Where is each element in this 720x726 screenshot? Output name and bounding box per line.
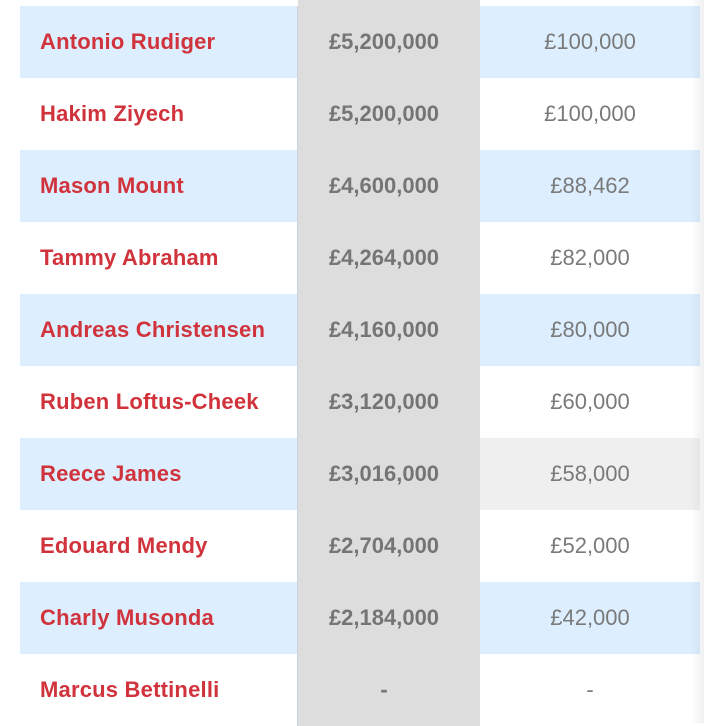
salary-table: [20, 6, 700, 726]
player-name-cell: [20, 150, 298, 222]
player-name-cell: [20, 510, 298, 582]
table-row: [20, 582, 700, 654]
player-link[interactable]: Ruben Loftus-Cheek: [40, 389, 259, 414]
annual-salary-cell: £4,160,000: [298, 294, 480, 366]
annual-salary-cell: £4,600,000: [298, 150, 480, 222]
annual-salary-cell: £3,016,000: [298, 438, 480, 510]
player-name-cell: [20, 222, 298, 294]
table-row: [20, 78, 700, 150]
weekly-wage-cell: £52,000: [480, 510, 700, 582]
table-row: [20, 6, 700, 78]
player-name-cell: [20, 294, 298, 366]
player-link[interactable]: Tammy Abraham: [40, 245, 219, 270]
weekly-wage-cell: -: [480, 654, 700, 726]
annual-salary-cell: £3,120,000: [298, 366, 480, 438]
player-name-cell: [20, 582, 298, 654]
table-row: [20, 222, 700, 294]
annual-salary-cell: -: [298, 654, 480, 726]
weekly-wage-cell: £58,000: [480, 438, 700, 510]
player-name-cell: [20, 654, 298, 726]
player-name-cell: [20, 78, 298, 150]
scroll-edge-shadow: [690, 0, 704, 723]
table-row: [20, 510, 700, 582]
player-link[interactable]: Edouard Mendy: [40, 533, 208, 558]
table-row: [20, 294, 700, 366]
player-link[interactable]: Andreas Christensen: [40, 317, 266, 342]
player-link[interactable]: Reece James: [40, 461, 182, 486]
player-link[interactable]: Charly Musonda: [40, 605, 214, 630]
annual-salary-cell: £5,200,000: [298, 78, 480, 150]
weekly-wage-cell: £80,000: [480, 294, 700, 366]
weekly-wage-cell: £100,000: [480, 78, 700, 150]
weekly-wage-cell: £60,000: [480, 366, 700, 438]
player-link[interactable]: Hakim Ziyech: [40, 101, 185, 126]
player-link[interactable]: Marcus Bettinelli: [40, 677, 220, 702]
weekly-wage-cell: £42,000: [480, 582, 700, 654]
weekly-wage-cell: £100,000: [480, 6, 700, 78]
annual-salary-cell: £2,704,000: [298, 510, 480, 582]
table-row: [20, 150, 700, 222]
weekly-wage-cell: £82,000: [480, 222, 700, 294]
annual-salary-cell: £4,264,000: [298, 222, 480, 294]
table-row: [20, 366, 700, 438]
player-link[interactable]: Antonio Rudiger: [40, 29, 216, 54]
annual-salary-cell: £5,200,000: [298, 6, 480, 78]
player-name-cell: [20, 6, 298, 78]
player-name-cell: [20, 366, 298, 438]
player-link[interactable]: Mason Mount: [40, 173, 184, 198]
table-row: [20, 438, 700, 510]
annual-salary-cell: £2,184,000: [298, 582, 480, 654]
table-row: [20, 654, 700, 726]
weekly-wage-cell: £88,462: [480, 150, 700, 222]
player-name-cell: [20, 438, 298, 510]
